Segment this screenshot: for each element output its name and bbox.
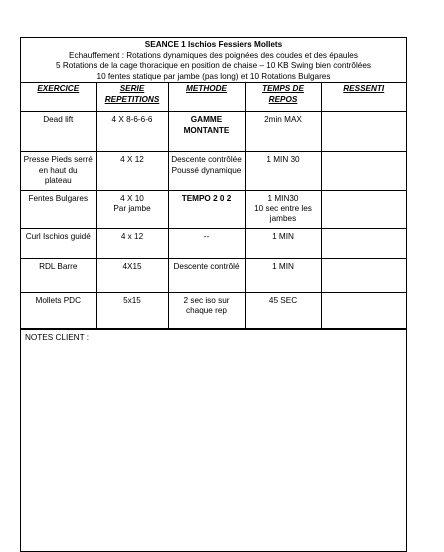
header-temps-repos: TEMPS DE REPOS	[245, 83, 321, 112]
workout-sheet	[20, 37, 407, 552]
cell-exercice: Mollets PDC	[21, 292, 96, 328]
cell-temps: 45 SEC	[245, 292, 321, 328]
warmup-line-1: Echauffement : Rotations dynamiques des poignées des coudes et des épaules	[69, 50, 358, 60]
warmup-line-3: 10 fentes statique par jambe (pas long) et 10 Rotations Bulgares	[96, 71, 331, 81]
cell-temps: 1 MIN30 10 sec entre les jambes	[245, 190, 321, 228]
session-title: SEANCE 1 Ischios Fessiers Mollets	[144, 40, 283, 49]
cell-ressenti	[321, 292, 406, 328]
notes-client-box	[21, 329, 406, 551]
cell-temps: 2min MAX	[245, 112, 321, 152]
cell-exercice: RDL Barre	[21, 258, 96, 292]
cell-ressenti	[321, 228, 406, 258]
table-row	[21, 152, 406, 190]
notes-client-label: NOTES CLIENT :	[25, 332, 89, 342]
header-ressenti: RESSENTI	[321, 83, 406, 112]
cell-methode: Descente contrôlé	[168, 258, 245, 292]
cell-exercice: Fentes Bulgares	[21, 190, 96, 228]
exercise-table	[21, 83, 406, 328]
cell-ressenti	[321, 190, 406, 228]
cell-temps: 1 MIN	[245, 228, 321, 258]
table-row	[21, 292, 406, 328]
cell-methode: --	[168, 228, 245, 258]
cell-methode: TEMPO 2 0 2	[168, 190, 245, 228]
table-row	[21, 228, 406, 258]
cell-serie: 4X15	[96, 258, 168, 292]
cell-methode: Descente contrôlée Poussé dynamique	[168, 152, 245, 190]
cell-methode: 2 sec iso sur chaque rep	[168, 292, 245, 328]
session-header	[21, 38, 406, 83]
cell-temps: 1 MIN	[245, 258, 321, 292]
cell-temps: 1 MIN 30	[245, 152, 321, 190]
warmup-line-2: 5 Rotations de la cage thoracique en position de chaise – 10 KB Swing bien contrôlées	[56, 61, 371, 71]
cell-serie: 4 x 12	[96, 228, 168, 258]
cell-exercice: Presse Pieds serré en haut du plateau	[21, 152, 96, 190]
header-exercice: EXERCICE	[21, 83, 96, 112]
cell-methode: GAMME MONTANTE	[168, 112, 245, 152]
table-header-row	[21, 83, 406, 112]
cell-serie: 4 X 8-6-6-6	[96, 112, 168, 152]
cell-ressenti	[321, 258, 406, 292]
cell-serie: 5x15	[96, 292, 168, 328]
cell-exercice: Dead lift	[21, 112, 96, 152]
header-methode: METHODE	[168, 83, 245, 112]
cell-ressenti	[321, 112, 406, 152]
cell-serie: 4 X 12	[96, 152, 168, 190]
table-row	[21, 112, 406, 152]
cell-ressenti	[321, 152, 406, 190]
table-row	[21, 258, 406, 292]
table-row	[21, 190, 406, 228]
header-serie-repetitions: SERIE REPETITIONS	[96, 83, 168, 112]
cell-exercice: Curl Ischios guidé	[21, 228, 96, 258]
cell-serie: 4 X 10 Par jambe	[96, 190, 168, 228]
